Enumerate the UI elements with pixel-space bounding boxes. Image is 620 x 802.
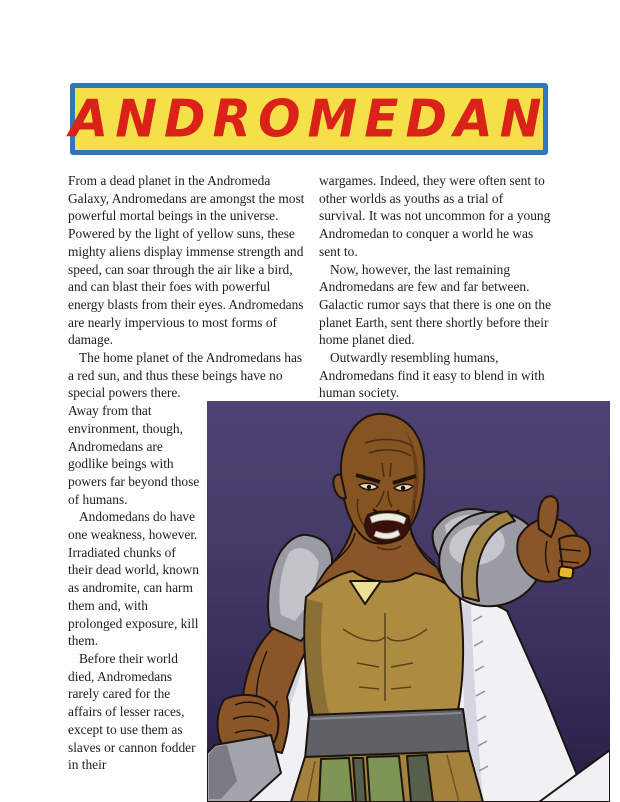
gold-ring [558,566,573,579]
paragraph: The home planet of the Andromedans has a red sun, and thus these beings have no special powers there. Away from that environment, though, Andromedans are godlike beings with powers far beyond those of humans. [68,350,303,507]
paragraph: Before their world died, Andromedans rarely cared for the affairs of lesser races, except to use them as slaves or cannon fodder in their [68,650,196,773]
andromedan-figure-art [207,401,610,802]
page-title: ANDROMEDAN [69,88,549,150]
gold-tunic [304,571,463,723]
andromedan-illustration [207,401,610,802]
paragraph: wargames. Indeed, they were often sent to other worlds as youths as a trial of survival. It was not uncommon for a young Andromedan to conquer a world he was sent to. [319,173,551,259]
paragraph: Outwardly resembling humans, Andromedans find it easy to blend in with human society. [319,350,545,401]
paragraph: Now, however, the last remaining Andromedans are few and far between. Galactic rumor says that there is one on the planet Earth, sent there shortly before their home planet died. [319,261,552,348]
title-banner [70,83,548,155]
paragraph: Andomedans do have one weakness, however. Irradiated chunks of their dead world, known as andromite, can harm them and, with prolonged exposure, kill them. [68,509,199,649]
right-text-column [319,172,552,402]
paragraph: From a dead planet in the Andromeda Galaxy, Andromedans are amongst the most powerful mortal beings in the universe. Powered by the light of yellow suns, these mighty aliens display immense strength and speed, can soar through the air like a bird, and can blast their foes with powerful energy blasts from their eyes. Andromedans are nearly impervious to most forms of damage. [68,173,305,348]
